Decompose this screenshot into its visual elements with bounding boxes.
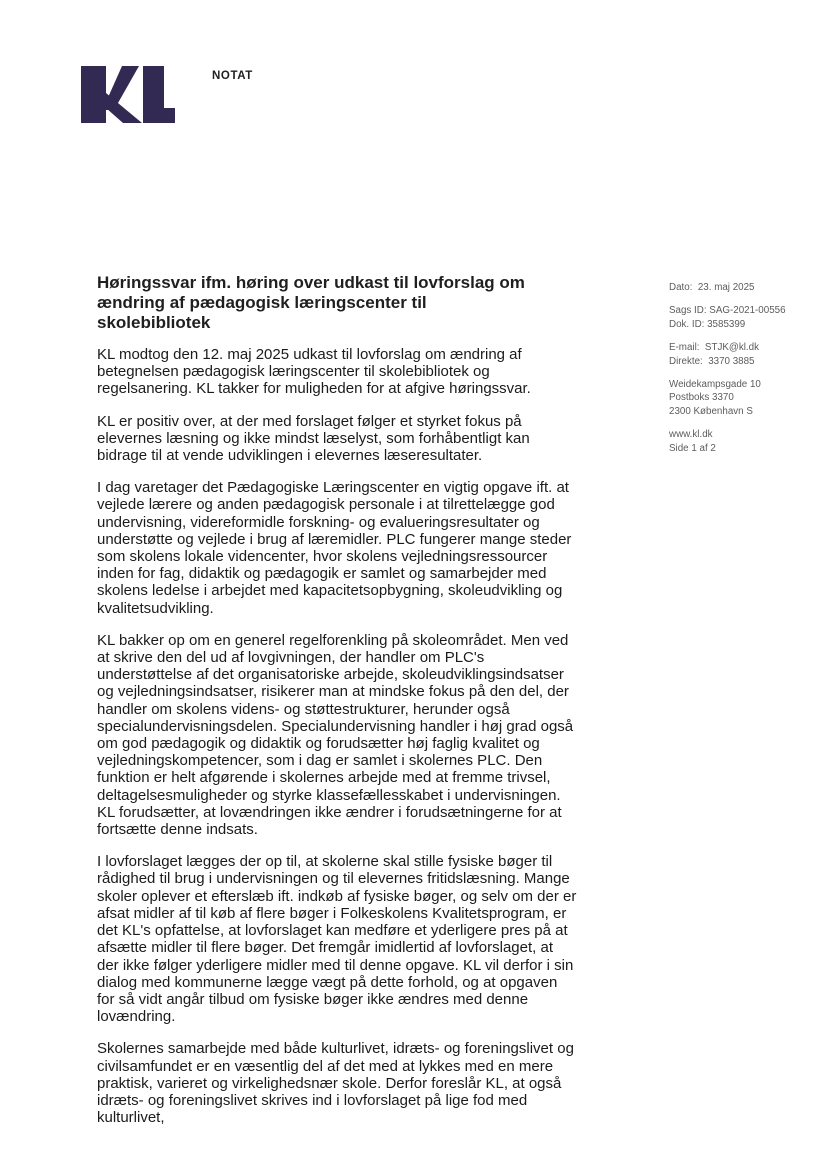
kl-logo bbox=[81, 66, 176, 123]
paragraph-intro: KL modtog den 12. maj 2025 udkast til lovforslag om ændring af betegnelsen pædagogisk læringscenter til skolebibliotek og regelsanering. KL takker for muligheden for at afgive høringssvar. bbox=[97, 346, 531, 398]
kl-logo-glyphs bbox=[81, 66, 175, 123]
doc-type-label: NOTAT bbox=[212, 70, 253, 82]
email-line: E-mail: STJK@kl.dk bbox=[669, 342, 759, 354]
paragraph-plc-role: I dag varetager det Pædagogiske Læringscenter en vigtig opgave ift. at vejlede lærere og anden pædagogisk personale i at tilrettelægge god undervisning, videreformidle forskning- og evalueringsresultater og understøtte og vejlede i brug af læremidler. PLC fungerer mange steder som skolens lokale videncenter, hvor skolens vejledningsressourcer inden for fag, didaktik og pædagogik er samlet og samarbejder med skolens ledelse i arbejdet med kapacitetsopbygning, skoleudvikling og kvalitetsudvikling. bbox=[97, 479, 572, 617]
document-title-line: Høringssvar ifm. høring over udkast til lovforslag om bbox=[97, 273, 525, 292]
sidebar-group-address bbox=[669, 378, 821, 418]
paragraph-positive: KL er positiv over, at der med forslaget følger et styrket fokus på elevernes læsning og ikke mindst læselyst, som forhåbentligt kan bidrage til at vende udviklingen i elevernes læseresultater. bbox=[97, 412, 530, 465]
document-title-line: ændring af pædagogisk læringscenter til bbox=[97, 293, 427, 312]
address-city-line: 2300 København S bbox=[669, 405, 753, 417]
address-postbox-line: Postboks 3370 bbox=[669, 392, 734, 404]
sidebar-group-meta bbox=[669, 428, 821, 455]
paragraph-fysiske-boeger: I lovforslaget lægges der op til, at skolerne skal stille fysiske bøger til rådighed til brug i undervisningen og til elevernes fritidslæsning. Mange skoler oplever et efterslæb ift. indkøb af fysiske bøger, og selv om der er afsat midler af til køb af flere bøger i Folkeskolens Kvalitetsprogram, er det KL's opfattelse, at lovforslaget kan medføre et yderligere pres på at afsætte midler til flere bøger. Det fremgår imidlertid af lovforslaget, at der ikke følger yderligere midler med til denne opgave. KL vil derfor i sin dialog med kommunerne lægge vægt på dette forhold, og at opgaven for så vidt angår tilbud om fysiske bøger ikke ændres med denne lovændring. bbox=[97, 853, 577, 1026]
date-line: Dato: 23. maj 2025 bbox=[669, 282, 755, 293]
document-title bbox=[97, 273, 577, 333]
sidebar-group-case bbox=[669, 304, 821, 331]
document-title-line: skolebibliotek bbox=[97, 313, 211, 332]
sidebar-group-date bbox=[669, 281, 821, 294]
address-street-line: Weidekampsgade 10 bbox=[669, 379, 761, 391]
dok-id-line: Dok. ID: 3585399 bbox=[669, 318, 746, 330]
sags-id-line: Sags ID: SAG-2021-00556 bbox=[669, 305, 786, 317]
direkte-line: Direkte: 3370 3885 bbox=[669, 355, 755, 367]
paragraph-regelforenkling: KL bakker op om en generel regelforenkling på skoleområdet. Men ved at skrive den del ud af lovgivningen, der handler om PLC's understøttelse af det organisatoriske arbejde, skoleudviklingsindsatser og vejledningsindsatser, risikerer man at mindske fokus på den del, der handler om skolens videns- og støttestrukturer, herunder også specialundervisningsdelen. Specialundervisning handler i høj grad også om god pædagogik og didaktik og forudsætter høj faglig kvalitet og vejledningskompetencer, som i dag er samlet i skolernes PLC. Den funktion er helt afgørende i skolernes arbejde med at fremme trivsel, deltagelsesmuligheder og styrke klassefællesskabet i undervisningen. KL forudsætter, at lovændringen ikke ændrer i forudsætningerne for at fortsætte denne indsats. bbox=[97, 631, 574, 839]
sidebar-group-contact bbox=[669, 341, 821, 368]
metadata-sidebar bbox=[669, 281, 821, 465]
page-number-line: Side 1 af 2 bbox=[669, 442, 716, 454]
website-line: www.kl.dk bbox=[669, 429, 713, 441]
main-text-column bbox=[97, 273, 577, 1141]
paragraph-samarbejde: Skolernes samarbejde med både kulturlivet, idræts- og foreningslivet og civilsamfundet er en væsentlig del af det med at lykkes med en mere praktisk, varieret og virkelighedsnær skole. Derfor foreslår KL, at også idræts- og foreningslivet skrives ind i lovforslaget på lige fod med kulturlivet, bbox=[97, 1040, 574, 1127]
